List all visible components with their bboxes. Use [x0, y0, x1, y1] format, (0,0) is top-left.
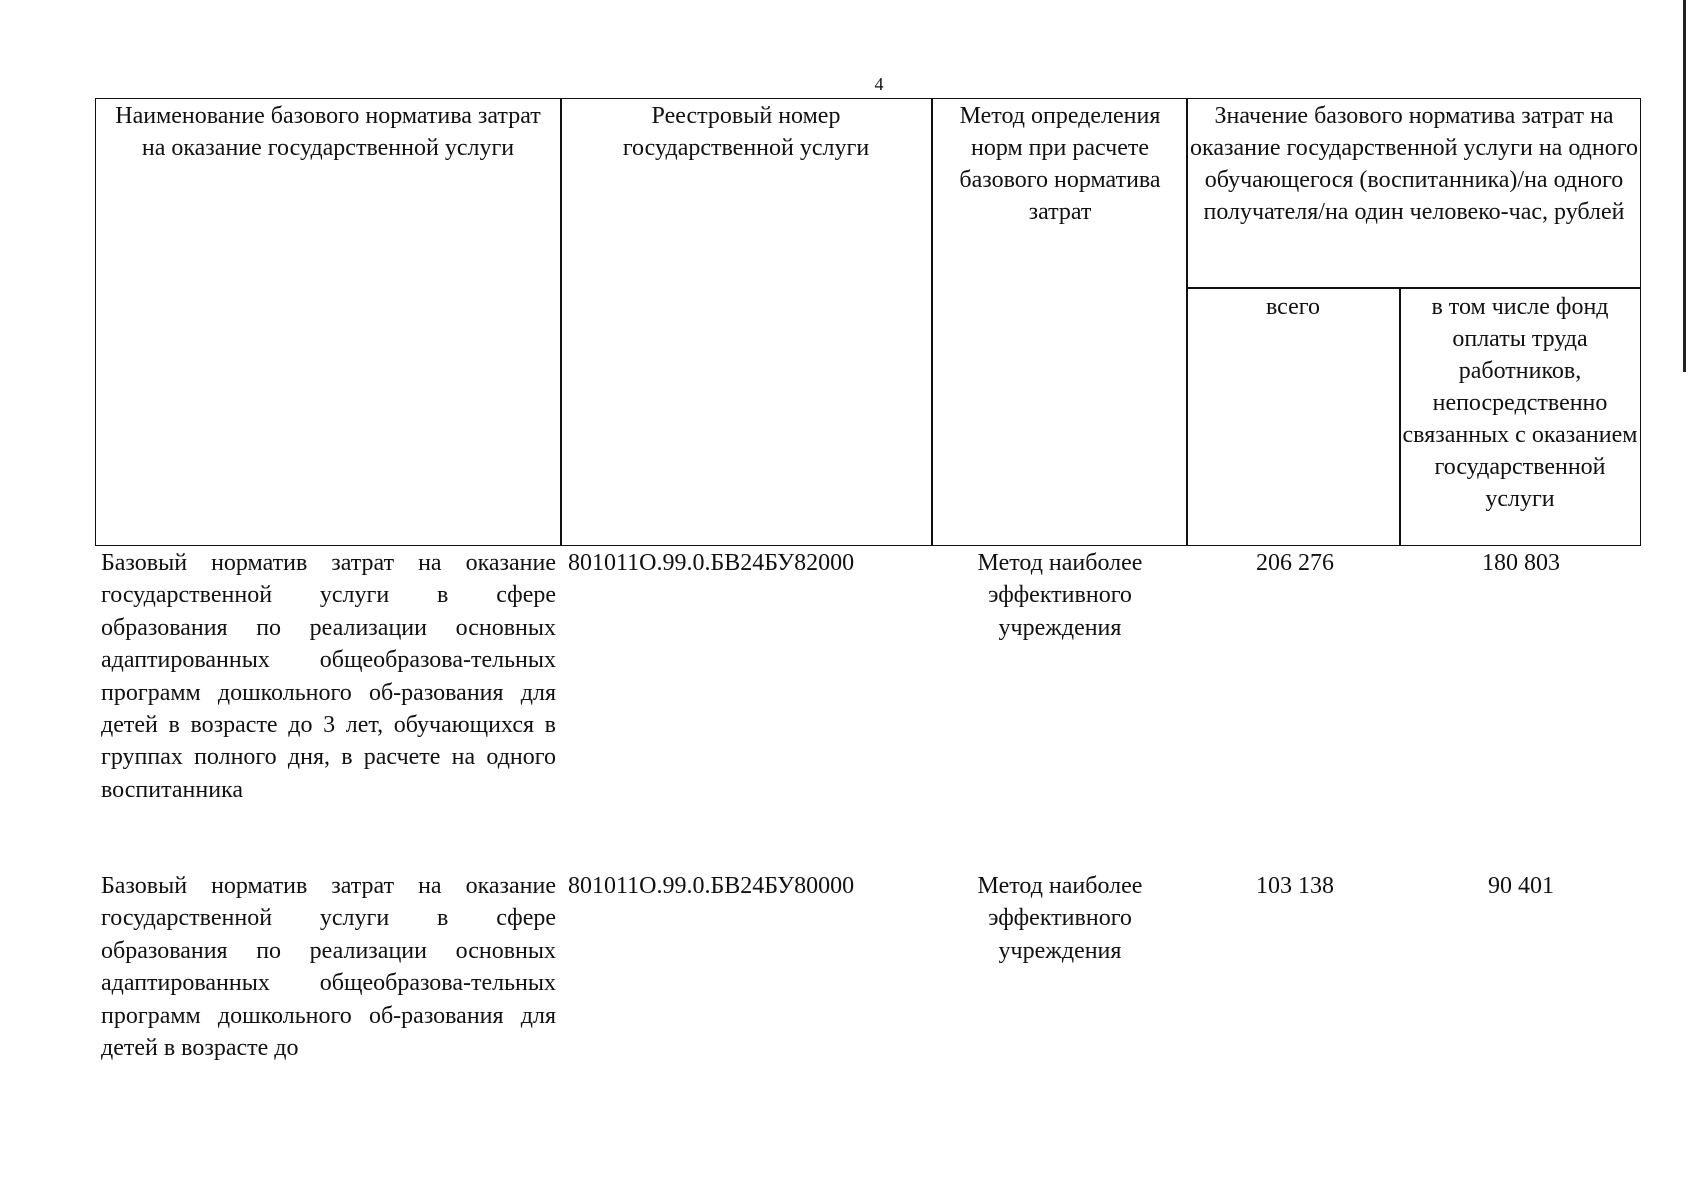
page-number: 4: [874, 74, 884, 94]
header-value-column: Значение базового норматива затрат на оказание государственной услуги на одного обучающегося (воспитанника)/на одного получателя/на один человеко-час, рублей: [1190, 103, 1638, 225]
row-wage-fund: 180 803: [1482, 550, 1560, 576]
row-registry-number: 801011О.99.0.БВ24БУ80000: [568, 873, 855, 899]
row-total: 103 138: [1256, 873, 1334, 899]
header-name-column: Наименование базового норматива затрат на оказание государственной услуги: [115, 103, 541, 161]
row-name: Базовый норматив затрат на оказание государственной услуги в сфере образования по реализации основных адаптированных общеобразова-тельных программ дошкольного об-разования для детей в возрасте до: [101, 873, 556, 1062]
header-divider: [1399, 287, 1401, 546]
header-divider: [560, 98, 562, 546]
row-method: Метод наиболее эффективного учреждения: [977, 550, 1143, 641]
header-method-column: Метод определения норм при расчете базового норматива затрат: [959, 103, 1161, 225]
header-total-column: всего: [1265, 294, 1321, 320]
scan-edge-line: [1683, 0, 1686, 372]
row-method: Метод наиболее эффективного учреждения: [977, 873, 1143, 964]
header-registry-column: Реестровый номер государственной услуги: [622, 103, 870, 161]
row-registry-number: 801011О.99.0.БВ24БУ82000: [568, 550, 855, 576]
header-divider: [1186, 287, 1641, 289]
row-total: 206 276: [1256, 550, 1334, 576]
row-name: Базовый норматив затрат на оказание государственной услуги в сфере образования по реализации основных адаптированных общеобразова-тельных программ дошкольного об-разования для детей в возрасте до 3 лет, обучающихся в группах полного дня, в расчете на одного воспитанника: [101, 550, 556, 803]
header-wage-fund-column: в том числе фонд оплаты труда работников, непосредственно связанных с оказанием государственной услуги: [1402, 294, 1638, 512]
row-wage-fund: 90 401: [1488, 873, 1554, 899]
header-divider: [931, 98, 933, 546]
